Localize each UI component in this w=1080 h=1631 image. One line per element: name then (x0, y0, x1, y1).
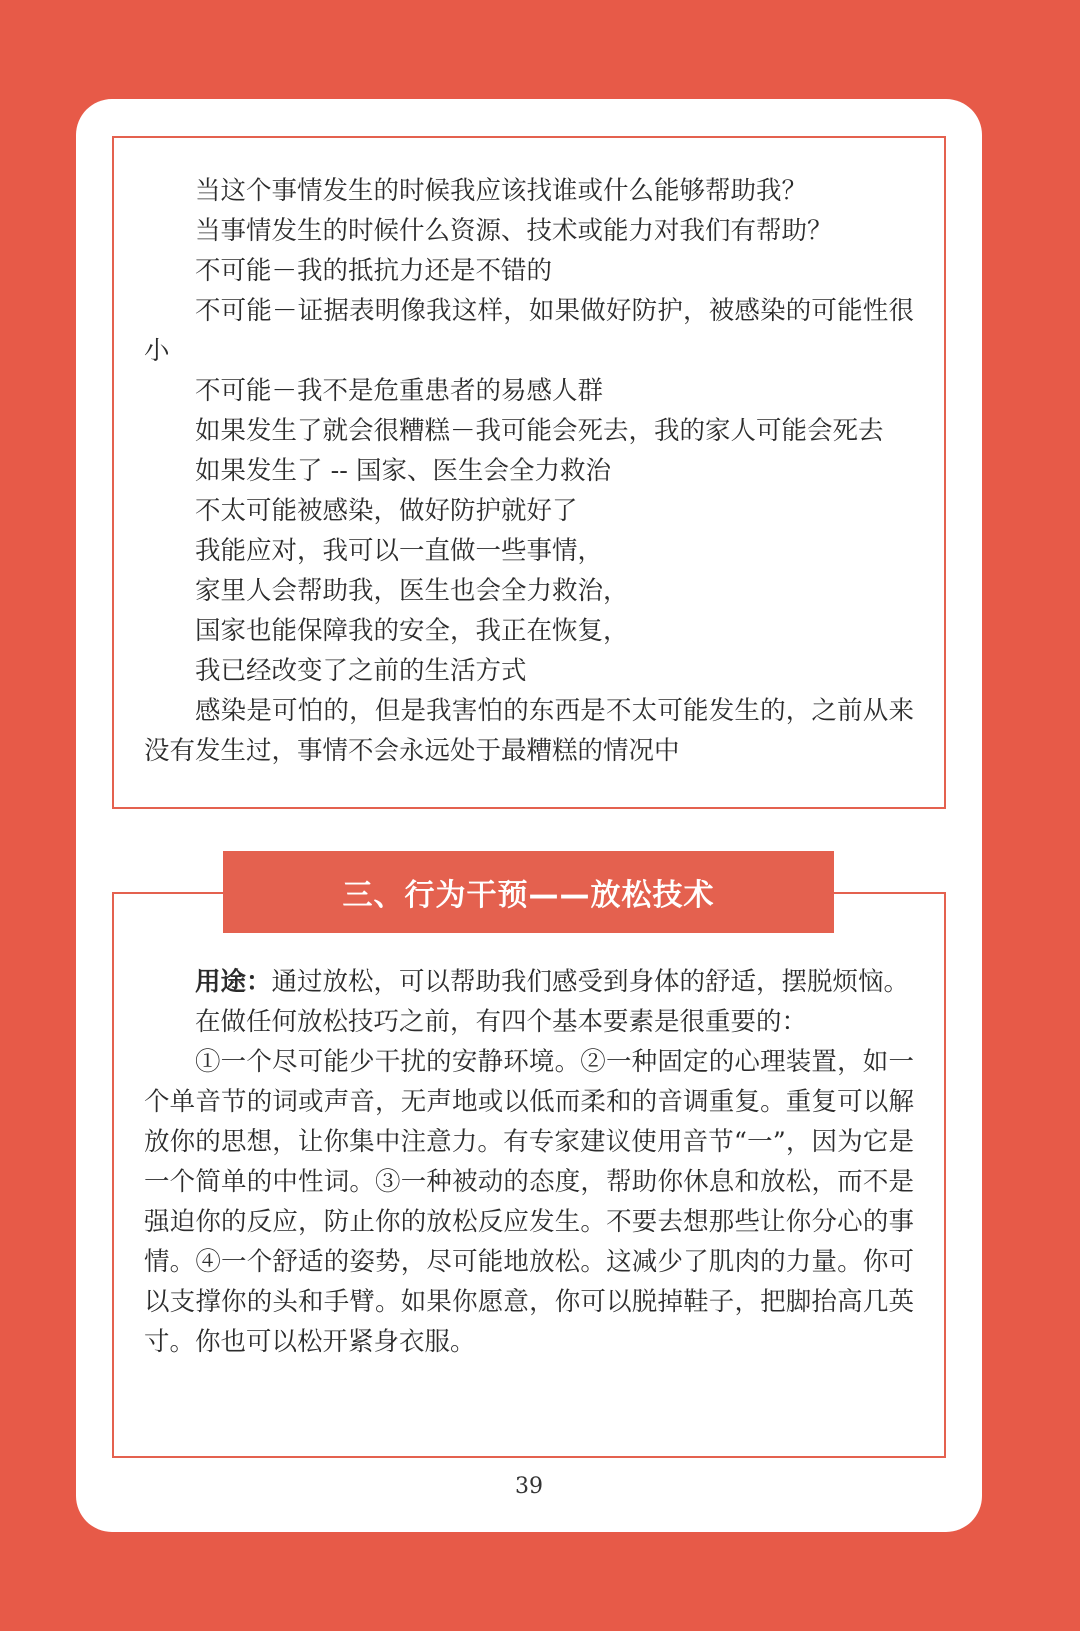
paragraph: 不可能－我不是危重患者的易感人群 (195, 376, 604, 406)
section-title-banner (223, 851, 834, 933)
intro-paragraph: 在做任何放松技巧之前，有四个基本要素是很重要的： (195, 1007, 808, 1037)
paragraph: 感染是可怕的，但是我害怕的东西是不太可能发生的，之前从来没有发生过，事情不会永远处于最糟糕的情况中 (144, 696, 914, 766)
paragraph: 国家也能保障我的安全，我正在恢复， (195, 616, 629, 646)
paragraph: 当这个事情发生的时候我应该找谁或什么能够帮助我？ (195, 176, 808, 206)
paragraph: 我能应对，我可以一直做一些事情， (195, 536, 604, 566)
paragraph: 如果发生了 -- 国家、医生会全力救治 (195, 456, 611, 486)
paragraph: 不可能－我的抵抗力还是不错的 (195, 256, 553, 286)
purpose-text: 通过放松，可以帮助我们感受到身体的舒适，摆脱烦恼。 (271, 967, 910, 997)
section-title: 三、行为干预——放松技术 (342, 878, 715, 913)
paragraph: 我已经改变了之前的生活方式 (195, 656, 527, 686)
coping-thoughts-box (112, 136, 946, 809)
page-number: 39 (515, 1474, 543, 1499)
relaxation-box (112, 892, 946, 1458)
paragraph: 当事情发生的时候什么资源、技术或能力对我们有帮助？ (195, 216, 833, 246)
paragraph: 不可能－证据表明像我这样，如果做好防护，被感染的可能性很小 (144, 296, 914, 366)
relaxation-content (144, 962, 914, 1362)
paragraph: 不太可能被感染，做好防护就好了 (195, 496, 578, 526)
page-card (76, 99, 982, 1532)
purpose-paragraph (144, 962, 914, 1002)
paragraph: 家里人会帮助我，医生也会全力救治， (195, 576, 629, 606)
purpose-label: 用途： (195, 967, 272, 997)
paragraph: 如果发生了就会很糟糕－我可能会死去，我的家人可能会死去 (195, 416, 884, 446)
coping-thoughts-content (144, 171, 914, 771)
elements-paragraph: ①一个尽可能少干扰的安静环境。②一种固定的心理装置，如一个单音节的词或声音，无声地或以低而柔和的音调重复。重复可以解放你的思想，让你集中注意力。有专家建议使用音节“一”，因为它是一个简单的中性词。③一种被动的态度，帮助你休息和放松，而不是强迫你的反应，防止你的放松反应发生。不要去想那些让你分心的事情。④一个舒适的姿势，尽可能地放松。这减少了肌肉的力量。你可以支撑你的头和手臂。如果你愿意，你可以脱掉鞋子，把脚抬高几英寸。你也可以松开紧身衣服。 (144, 1047, 914, 1357)
